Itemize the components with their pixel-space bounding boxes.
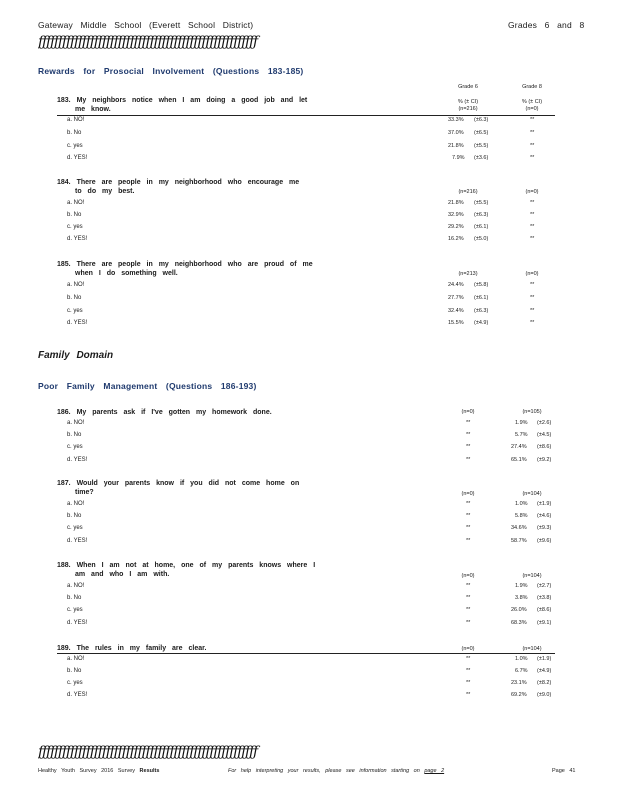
pct-grade6: 33.3% xyxy=(448,117,464,123)
pct-grade6: ** xyxy=(466,668,471,674)
ci-grade8: (±9.6) xyxy=(537,538,552,544)
ci-grade8: (±9.2) xyxy=(537,457,552,463)
pct-grade6: ** xyxy=(466,656,471,662)
pct-grade8: ** xyxy=(530,155,535,161)
pct-grade6: ** xyxy=(466,692,471,698)
n-grade6: (n=0) xyxy=(461,491,475,497)
option-label: b. No xyxy=(67,130,82,136)
pct-grade8: 69.2% xyxy=(511,692,527,698)
pct-grade6: ** xyxy=(466,420,471,426)
n-grade8: (n=104) xyxy=(522,646,542,652)
option-label: c. yes xyxy=(67,607,83,613)
ci-grade6: (±5.0) xyxy=(474,236,489,242)
ci-grade8: (±9.0) xyxy=(537,692,552,698)
question-187 xyxy=(57,479,299,497)
ci-grade8: (±1.9) xyxy=(537,656,552,662)
option-label: a. NO! xyxy=(67,583,85,589)
pct-grade8: 1.0% xyxy=(515,656,528,662)
pct-grade6: 27.7% xyxy=(448,295,464,301)
question-text: 183. My neighbors notice when I am doing a good job and let xyxy=(57,97,308,104)
n-grade6: (n=0) xyxy=(461,646,475,652)
pct-grade8: ** xyxy=(530,236,535,242)
question-186 xyxy=(57,408,272,417)
option-label: c. yes xyxy=(67,143,83,149)
ci-grade6: (±6.5) xyxy=(474,130,489,136)
pct-grade6: ** xyxy=(466,680,471,686)
ci-grade8: (±3.8) xyxy=(537,595,552,601)
pct-grade6: 16.2% xyxy=(448,236,464,242)
option-label: c. yes xyxy=(67,308,83,314)
question-underline xyxy=(57,653,555,654)
col-grade8-label: Grade 8 xyxy=(522,84,542,90)
ci-grade8: (±2.7) xyxy=(537,583,552,589)
pct-grade6: 24.4% xyxy=(448,282,464,288)
section-title-family-management: Poor Family Management (Questions 186-193) xyxy=(38,381,257,391)
option-label: b. No xyxy=(67,295,82,301)
ci-grade8: (±8.2) xyxy=(537,680,552,686)
n-grade6: (n=216) xyxy=(458,189,478,195)
ci-grade8: (±8.6) xyxy=(537,444,552,450)
ci-grade8: (±4.9) xyxy=(537,668,552,674)
question-underline xyxy=(57,115,555,116)
option-label: a. NO! xyxy=(67,656,85,662)
col-grade8-header xyxy=(512,84,552,91)
col-grade6-ci: % (± CI) xyxy=(457,99,479,105)
pct-grade8: 6.7% xyxy=(515,668,528,674)
option-label: c. yes xyxy=(67,680,83,686)
ci-grade6: (±6.1) xyxy=(474,295,489,301)
col-grade6-label: Grade 6 xyxy=(458,84,478,90)
pct-grade8: ** xyxy=(530,212,535,218)
question-text: 188. When I am not at home, one of my parents knows where I xyxy=(57,562,316,569)
question-text: 189. The rules in my family are clear. xyxy=(57,645,207,652)
n-grade8: (n=0) xyxy=(525,106,539,112)
pct-grade8: ** xyxy=(530,224,535,230)
pct-grade6: 21.8% xyxy=(448,200,464,206)
question-183 xyxy=(57,96,307,114)
question-text-cont: am and who I am with. xyxy=(75,571,170,578)
footer-left xyxy=(38,768,159,774)
pct-grade8: 5.8% xyxy=(515,513,528,519)
pct-grade6: ** xyxy=(466,444,471,450)
question-text: 187. Would your parents know if you did not come home on xyxy=(57,480,300,487)
ci-grade8: (±4.6) xyxy=(537,513,552,519)
pct-grade8: ** xyxy=(530,320,535,326)
question-text-cont: when I do something well. xyxy=(75,270,178,277)
ci-grade6: (±6.3) xyxy=(474,308,489,314)
pct-grade6: ** xyxy=(466,525,471,531)
ci-grade6: (±3.6) xyxy=(474,155,489,161)
footer-help xyxy=(228,768,444,774)
n-grade8: (n=0) xyxy=(525,271,539,277)
pct-grade8: ** xyxy=(530,130,535,136)
page-number: Page 41 xyxy=(552,768,576,774)
option-label: c. yes xyxy=(67,224,83,230)
pct-grade6: ** xyxy=(466,538,471,544)
ci-grade8: (±9.3) xyxy=(537,525,552,531)
section-title-prosocial: Rewards for Prosocial Involvement (Questions 183-185) xyxy=(38,66,304,76)
ci-grade8: (±4.5) xyxy=(537,432,552,438)
pct-grade8: 65.1% xyxy=(511,457,527,463)
option-label: d. YES! xyxy=(67,320,88,326)
option-label: a. NO! xyxy=(67,501,85,507)
pct-grade6: 15.5% xyxy=(448,320,464,326)
ci-grade6: (±5.8) xyxy=(474,282,489,288)
footer-page-link[interactable]: page 2 xyxy=(424,768,445,774)
option-label: a. NO! xyxy=(67,200,85,206)
pct-grade8: 1.9% xyxy=(515,583,528,589)
pct-grade8: 34.6% xyxy=(511,525,527,531)
n-grade6: (n=0) xyxy=(461,409,475,415)
option-label: a. NO! xyxy=(67,282,85,288)
ci-grade8: (±9.1) xyxy=(537,620,552,626)
pct-grade6: ** xyxy=(466,432,471,438)
pct-grade8: 1.0% xyxy=(515,501,528,507)
n-grade8: (n=105) xyxy=(522,409,542,415)
col-grade6-header xyxy=(448,84,488,91)
ci-grade6: (±5.5) xyxy=(474,143,489,149)
ci-grade8: (±8.6) xyxy=(537,607,552,613)
top-rule: ƒƒƒƒƒƒƒƒƒƒƒƒƒƒƒƒƒƒƒƒƒƒƒƒƒƒƒƒƒƒƒƒƒƒƒƒƒƒƒƒƒƒƒƒƒƒƒƒƒƒƒƒƒƒƒ xyxy=(38,34,257,50)
question-185 xyxy=(57,260,313,278)
pct-grade8: 1.9% xyxy=(515,420,528,426)
n-grade8: (n=104) xyxy=(522,491,542,497)
option-label: b. No xyxy=(67,668,82,674)
option-label: d. YES! xyxy=(67,236,88,242)
pct-grade8: ** xyxy=(530,200,535,206)
domain-title: Family Domain xyxy=(38,350,114,361)
pct-grade6: 21.8% xyxy=(448,143,464,149)
pct-grade6: 7.9% xyxy=(452,155,465,161)
question-text-cont: me know. xyxy=(75,106,111,113)
option-label: b. No xyxy=(67,513,82,519)
ci-grade6: (±5.5) xyxy=(474,200,489,206)
ci-grade6: (±6.3) xyxy=(474,212,489,218)
col-grade8-ci: % (± CI) xyxy=(521,99,543,105)
n-grade6: (n=0) xyxy=(461,573,475,579)
bottom-rule: ƒƒƒƒƒƒƒƒƒƒƒƒƒƒƒƒƒƒƒƒƒƒƒƒƒƒƒƒƒƒƒƒƒƒƒƒƒƒƒƒƒƒƒƒƒƒƒƒƒƒƒƒƒƒƒ xyxy=(38,744,257,760)
pct-grade8: 26.0% xyxy=(511,607,527,613)
option-label: b. No xyxy=(67,212,82,218)
pct-grade8: 23.1% xyxy=(511,680,527,686)
question-text: 185. There are people in my neighborhood who are proud of me xyxy=(57,261,313,268)
option-label: d. YES! xyxy=(67,155,88,161)
n-grade8: (n=104) xyxy=(522,573,542,579)
option-label: d. YES! xyxy=(67,692,88,698)
pct-grade6: ** xyxy=(466,501,471,507)
pct-grade6: 37.0% xyxy=(448,130,464,136)
pct-grade6: ** xyxy=(466,620,471,626)
ci-grade6: (±6.3) xyxy=(474,117,489,123)
ci-grade8: (±1.9) xyxy=(537,501,552,507)
n-grade6: (n=213) xyxy=(458,271,478,277)
pct-grade8: ** xyxy=(530,308,535,314)
ci-grade8: (±2.6) xyxy=(537,420,552,426)
pct-grade8: 68.3% xyxy=(511,620,527,626)
ci-grade6: (±6.1) xyxy=(474,224,489,230)
footer-survey-label: Healthy Youth Survey 2016 Survey xyxy=(38,768,136,774)
ci-grade6: (±4.9) xyxy=(474,320,489,326)
question-188 xyxy=(57,561,315,579)
n-grade8: (n=0) xyxy=(525,189,539,195)
question-text-cont: time? xyxy=(75,489,94,496)
pct-grade8: 3.8% xyxy=(515,595,528,601)
option-label: c. yes xyxy=(67,444,83,450)
n-grade6: (n=216) xyxy=(458,106,478,112)
question-text: 186. My parents ask if I've gotten my homework done. xyxy=(57,409,272,416)
pct-grade6: 32.4% xyxy=(448,308,464,314)
pct-grade6: 29.2% xyxy=(448,224,464,230)
option-label: a. NO! xyxy=(67,420,85,426)
pct-grade8: 27.4% xyxy=(511,444,527,450)
option-label: a. NO! xyxy=(67,117,85,123)
school-title: Gateway Middle School (Everett School District) xyxy=(38,20,254,30)
pct-grade8: ** xyxy=(530,295,535,301)
question-189 xyxy=(57,644,206,653)
question-text: 184. There are people in my neighborhood who encourage me xyxy=(57,179,300,186)
pct-grade6: ** xyxy=(466,607,471,613)
question-184 xyxy=(57,178,299,196)
pct-grade6: ** xyxy=(466,513,471,519)
option-label: c. yes xyxy=(67,525,83,531)
pct-grade8: 5.7% xyxy=(515,432,528,438)
pct-grade6: ** xyxy=(466,595,471,601)
pct-grade6: ** xyxy=(466,583,471,589)
pct-grade8: ** xyxy=(530,143,535,149)
pct-grade8: ** xyxy=(530,117,535,123)
question-text-cont: to do my best. xyxy=(75,188,135,195)
grades-label: Grades 6 and 8 xyxy=(508,20,585,30)
option-label: d. YES! xyxy=(67,620,88,626)
option-label: b. No xyxy=(67,595,82,601)
pct-grade6: ** xyxy=(466,457,471,463)
pct-grade6: 32.9% xyxy=(448,212,464,218)
option-label: d. YES! xyxy=(67,457,88,463)
option-label: b. No xyxy=(67,432,82,438)
pct-grade8: 58.7% xyxy=(511,538,527,544)
pct-grade8: ** xyxy=(530,282,535,288)
option-label: d. YES! xyxy=(67,538,88,544)
footer-results-label: Results xyxy=(139,768,160,774)
footer-help-text: For help interpreting your results, please see information starting on xyxy=(228,768,420,774)
